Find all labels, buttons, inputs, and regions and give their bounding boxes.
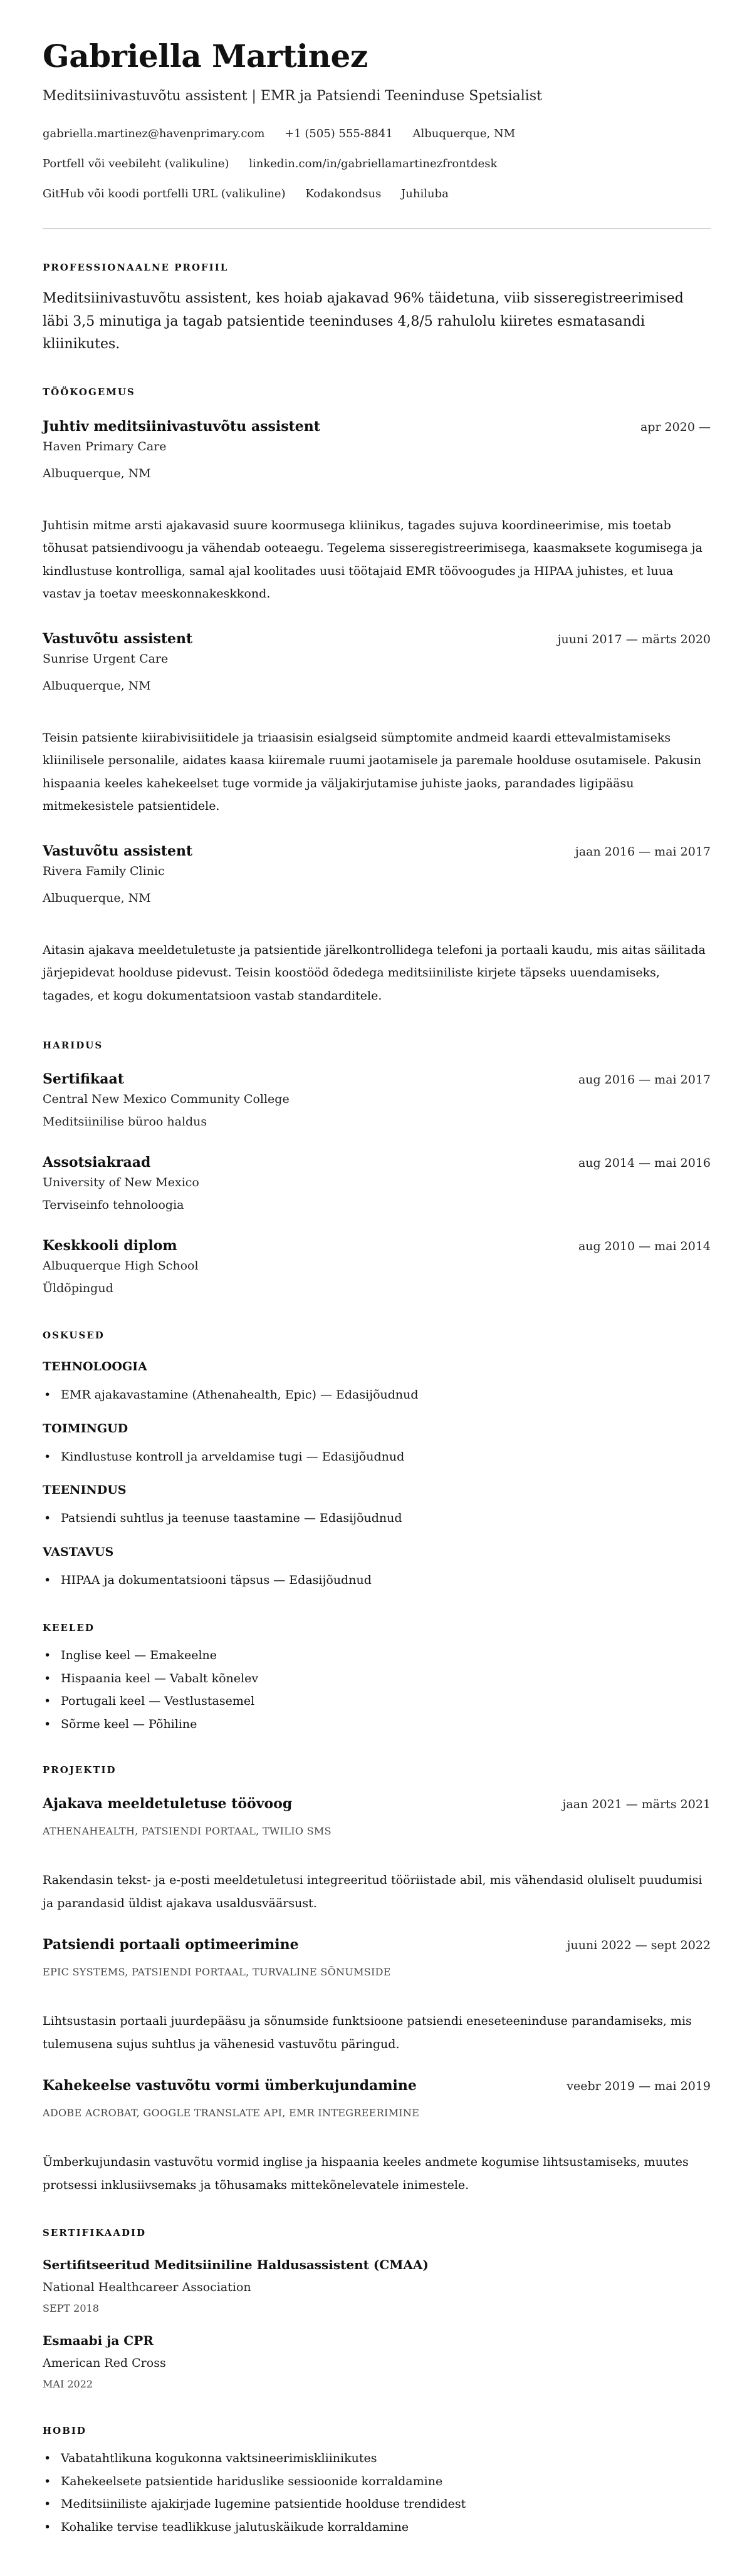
bullet-icon: • <box>44 2520 51 2534</box>
skill-list <box>43 1569 711 1592</box>
job-title: Vastuvõtu assistent <box>43 842 193 859</box>
project-tech: EPIC SYSTEMS, PATSIENDI PORTAAL, TURVALINE SÕNUMSIDE <box>43 1966 391 1978</box>
job-description: Aitasin ajakava meeldetuletuste ja patsientide järelkontrollidega telefoni ja portaali kaudu, mis aitas säilitada järjepidevat hoolduse pidevust. Teisin koostööd õdedega meditsiiniliste kirjete täpseks uuendamiseks, tagades, et kogu dokumentatsioon vastab standarditele. <box>43 943 706 1003</box>
school-name: Central New Mexico Community College <box>43 1092 290 1106</box>
project-entry <box>43 1794 711 1915</box>
skill-category: VASTAVUS <box>43 1544 114 1559</box>
job-description: Teisin patsiente kiirabivisiitidele ja triaasisin esialgseid sümptomite andmeid kaardi ettevalmistamiseks kliinilisele personalile, aidates kaasa kiiremale ruumi jaotamisele ja paremale hoolduse osutamisele. Pakusin hispaania keeles kahekeelset tuge vormide ja väljakirjutamise juhiste jaoks, parandades ligipääsu mitmekesistele patsientidele. <box>43 730 702 813</box>
contact-line <box>43 179 711 209</box>
project-entry <box>43 2076 711 2196</box>
education-dates: aug 2016 — mai 2017 <box>578 1073 711 1087</box>
project-title: Patsiendi portaali optimeerimine <box>43 1937 299 1953</box>
job-title: Vastuvõtu assistent <box>43 630 193 647</box>
section-heading: HARIDUS <box>43 1040 103 1051</box>
school-name: Albuquerque High School <box>43 1259 199 1273</box>
bullet-icon: • <box>44 1694 51 1708</box>
project-entry <box>43 1935 711 2056</box>
education-entry <box>43 1153 711 1215</box>
job-company: Rivera Family Clinic <box>43 864 165 878</box>
language-list <box>43 1644 711 1735</box>
hobbies-section <box>43 2424 711 2538</box>
degree-title: Sertifikaat <box>43 1071 124 1087</box>
hobby-text: Meditsiiniliste ajakirjade lugemine patsientide hoolduse trendidest <box>61 2497 466 2511</box>
skill-text: Patsiendi suhtlus ja teenuse taastamine — Edasijõudnud <box>61 1511 402 1525</box>
hobby-item <box>43 2516 711 2539</box>
field-of-study: Terviseinfo tehnoloogia <box>43 1198 184 1212</box>
skill-text: HIPAA ja dokumentatsiooni täpsus — Edasijõudnud <box>61 1573 372 1587</box>
skill-item <box>43 1507 711 1530</box>
job-location: Albuquerque, NM <box>43 678 151 693</box>
contact-line <box>43 119 711 149</box>
skill-item <box>43 1384 711 1407</box>
job-location: Albuquerque, NM <box>43 891 151 905</box>
education-dates: aug 2014 — mai 2016 <box>578 1156 711 1170</box>
certification-entry <box>43 2255 711 2316</box>
project-dates: juuni 2022 — sept 2022 <box>567 1938 711 1952</box>
job-company: Sunrise Urgent Care <box>43 651 169 666</box>
bullet-icon: • <box>44 1511 51 1525</box>
project-tech: ADOBE ACROBAT, GOOGLE TRANSLATE API, EMR INTEGREERIMINE <box>43 2107 420 2119</box>
skill-category: TEENINDUS <box>43 1483 127 1497</box>
skill-category: TOIMINGUD <box>43 1421 128 1435</box>
language-text: Sõrme keel — Põhiline <box>61 1717 197 1731</box>
profile-section <box>43 261 711 356</box>
language-item <box>43 1690 711 1713</box>
language-item <box>43 1644 711 1667</box>
certification-issuer: American Red Cross <box>43 2356 166 2370</box>
skill-list <box>43 1446 711 1469</box>
skills-section <box>43 1329 711 1591</box>
degree-title: Assotsiakraad <box>43 1154 151 1171</box>
language-item <box>43 1667 711 1690</box>
field-of-study: Üldõpingud <box>43 1281 113 1295</box>
candidate-headline: Meditsiinivastuvõtu assistent | EMR ja Patsiendi Teeninduse Spetsialist <box>43 88 542 104</box>
degree-title: Keskkooli diplom <box>43 1238 177 1254</box>
job-company: Haven Primary Care <box>43 439 167 453</box>
project-description: Lihtsustasin portaali juurdepääsu ja sõnumside funktsioone patsiendi eneseteeninduse parandamiseks, mis tulemusena sujus suhtlus ja vähenesid vastuvõtu päringud. <box>43 2014 692 2051</box>
job-description: Juhtisin mitme arsti ajakavasid suure koormusega kliinikus, tagades sujuva koordineerimise, mis toetab tõhusat patsiendivoogu ja vähendab ooteaegu. Tegelema sisseregistreerimisega, kaasmaksete kogumisega ja kindlustuse kontrolliga, samal ajal koolitades uusi töötajaid EMR töövoogudes ja HIPAA juhistes, et luua vastav ja toetav meeskonnakeskkond. <box>43 518 702 601</box>
bullet-icon: • <box>44 1573 51 1587</box>
certification-title: Esmaabi ja CPR <box>43 2333 154 2348</box>
section-heading: TÖÖKOGEMUS <box>43 386 135 398</box>
certifications-section <box>43 2227 711 2392</box>
bullet-icon: • <box>44 1648 51 1662</box>
project-title: Ajakava meeldetuletuse töövoog <box>43 1796 293 1812</box>
project-dates: veebr 2019 — mai 2019 <box>567 2079 711 2093</box>
bullet-icon: • <box>44 2451 51 2465</box>
hobby-item <box>43 2493 711 2516</box>
skill-list <box>43 1507 711 1530</box>
certification-date: MAI 2022 <box>43 2378 93 2390</box>
language-text: Hispaania keel — Vabalt kõnelev <box>61 1671 259 1685</box>
hobby-item <box>43 2447 711 2470</box>
contact-line <box>43 149 711 179</box>
job-location: Albuquerque, NM <box>43 466 151 480</box>
hobby-text: Kahekeelsete patsientide hariduslike sessioonide korraldamine <box>61 2474 443 2488</box>
experience-entry <box>43 629 711 818</box>
job-dates: apr 2020 — <box>640 420 711 434</box>
candidate-name: Gabriella Martinez <box>43 38 368 75</box>
contact-location: Albuquerque, NM <box>412 127 516 140</box>
language-text: Inglise keel — Emakeelne <box>61 1648 217 1662</box>
skill-text: Kindlustuse kontroll ja arveldamise tugi — Edasijõudnud <box>61 1449 405 1464</box>
bullet-icon: • <box>44 1388 51 1402</box>
section-heading: PROFESSIONAALNE PROFIIL <box>43 262 229 273</box>
section-heading: OSKUSED <box>43 1330 105 1341</box>
project-title: Kahekeelse vastuvõtu vormi ümberkujundamine <box>43 2077 417 2094</box>
certification-date: SEPT 2018 <box>43 2302 99 2314</box>
skill-item <box>43 1569 711 1592</box>
language-item <box>43 1713 711 1736</box>
bullet-icon: • <box>44 2474 51 2488</box>
section-heading: SERTIFIKAADID <box>43 2227 147 2238</box>
skill-text: EMR ajakavastamine (Athenahealth, Epic) — Edasijõudnud <box>61 1388 419 1402</box>
education-dates: aug 2010 — mai 2014 <box>578 1239 711 1253</box>
experience-entry <box>43 842 711 1008</box>
job-dates: juuni 2017 — märts 2020 <box>557 632 711 646</box>
project-description: Ümberkujundasin vastuvõtu vormid inglise ja hispaania keeles andmete kogumise lihtsustamiseks, muutes protsessi inklusiivsemaks ja tõhusamaks mittekõnelevatele inimestele. <box>43 2155 689 2192</box>
resume-header <box>43 36 711 209</box>
certification-entry <box>43 2331 711 2392</box>
bullet-icon: • <box>44 1671 51 1685</box>
hobby-item <box>43 2470 711 2493</box>
languages-section <box>43 1622 711 1735</box>
education-section <box>43 1039 711 1298</box>
hobby-list <box>43 2447 711 2538</box>
header-divider <box>43 228 711 229</box>
contact-drivers-license: Juhiluba <box>401 187 449 200</box>
certification-issuer: National Healthcareer Association <box>43 2280 251 2294</box>
experience-entry <box>43 417 711 606</box>
certification-title: Sertifitseeritud Meditsiiniline Haldusassistent (CMAA) <box>43 2257 429 2272</box>
education-entry <box>43 1236 711 1298</box>
section-heading: HOBID <box>43 2425 86 2436</box>
project-tech: ATHENAHEALTH, PATSIENDI PORTAAL, TWILIO SMS <box>43 1825 332 1837</box>
bullet-icon: • <box>44 2497 51 2511</box>
contact-github[interactable]: GitHub või koodi portfelli URL (valikuline) <box>43 187 286 200</box>
bullet-icon: • <box>44 1449 51 1464</box>
skill-list <box>43 1384 711 1407</box>
language-text: Portugali keel — Vestlustasemel <box>61 1694 255 1708</box>
contact-linkedin[interactable]: linkedin.com/in/gabriellamartinezfrontdesk <box>249 157 498 170</box>
hobby-text: Vabatahtlikuna kogukonna vaktsineerimiskliinikutes <box>61 2451 377 2465</box>
section-heading: PROJEKTID <box>43 1764 117 1776</box>
skill-category: TEHNOLOOGIA <box>43 1360 147 1373</box>
contact-portfolio[interactable]: Portfell või veebileht (valikuline) <box>43 157 229 170</box>
school-name: University of New Mexico <box>43 1176 199 1189</box>
skill-item <box>43 1446 711 1469</box>
projects-section <box>43 1764 711 2196</box>
field-of-study: Meditsiinilise büroo haldus <box>43 1115 207 1129</box>
contact-email[interactable]: gabriella.martinez@havenprimary.com <box>43 127 265 140</box>
education-entry <box>43 1070 711 1132</box>
hobby-text: Kohalike tervise teadlikkuse jalutuskäikude korraldamine <box>61 2520 409 2534</box>
profile-summary: Meditsiinivastuvõtu assistent, kes hoiab ajakavad 96% täidetuna, viib sisseregistreerimised läbi 3,5 minutiga ja tagab patsientide teeninduses 4,8/5 rahulolu kiiretes esmatasandi kliinikutes. <box>43 291 684 352</box>
job-title: Juhtiv meditsiinivastuvõtu assistent <box>43 418 320 435</box>
project-dates: jaan 2021 — märts 2021 <box>562 1798 711 1811</box>
contact-phone[interactable]: +1 (505) 555-8841 <box>285 127 393 140</box>
bullet-icon: • <box>44 1717 51 1731</box>
experience-section <box>43 386 711 1008</box>
project-description: Rakendasin tekst- ja e-posti meeldetuletusi integreeritud tööriistade abil, mis vähendasid oluliselt puudumisi ja parandasid üldist ajakava usaldusväärsust. <box>43 1873 702 1910</box>
section-heading: KEELED <box>43 1622 95 1633</box>
job-dates: jaan 2016 — mai 2017 <box>575 844 711 859</box>
contact-citizenship: Kodakondsus <box>305 187 382 200</box>
